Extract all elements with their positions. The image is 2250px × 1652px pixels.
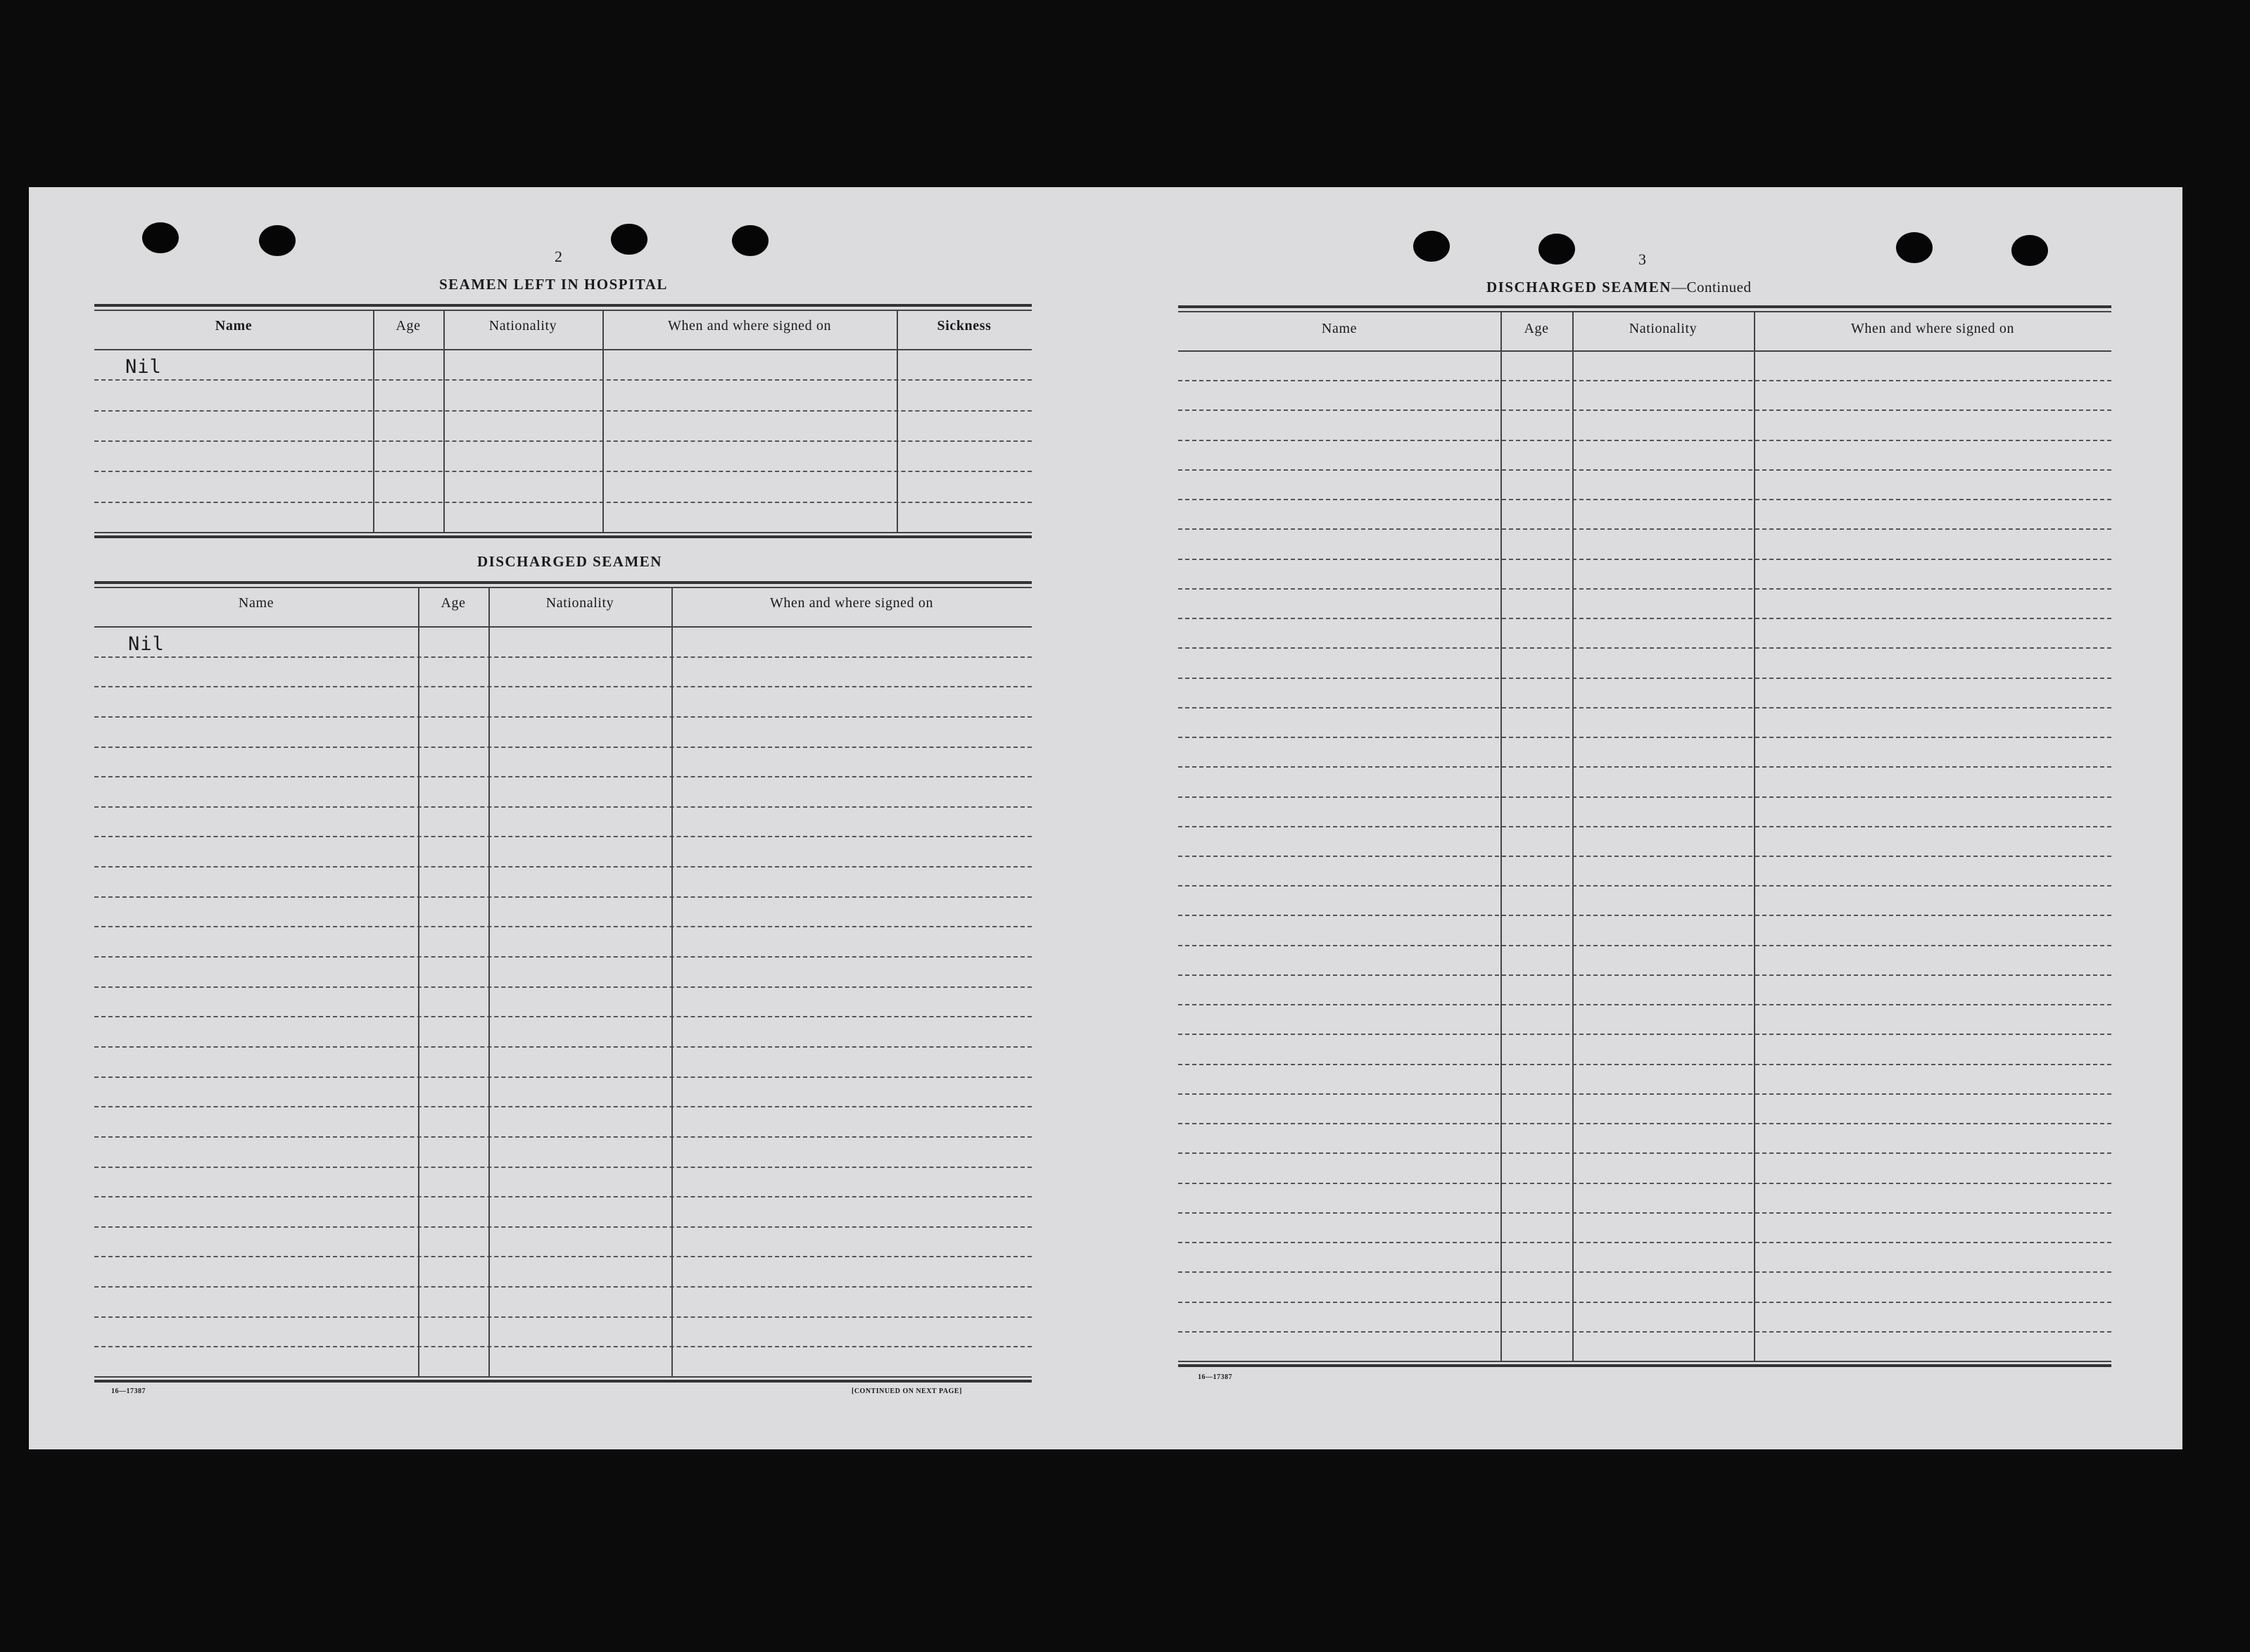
binder-hole (1896, 232, 1933, 263)
continued-table-row-line (1178, 440, 2111, 441)
continued-table-row-line (1178, 588, 2111, 590)
continued-table-row-line (1178, 678, 2111, 679)
discharged-table-row-line (94, 1136, 1032, 1138)
binder-hole (1413, 231, 1450, 262)
continued-table-row-line (1178, 1271, 2111, 1273)
hospital-table-row-line (94, 440, 1032, 442)
continued-table-row-line (1178, 1034, 2111, 1035)
hospital-table-col-header: Sickness (937, 318, 992, 333)
hospital-table-top-rule (94, 310, 1032, 311)
continued-table-col-header: Age (1524, 321, 1549, 336)
hospital-name-entry: Nil (125, 356, 162, 378)
discharged-table-row-line (94, 806, 1032, 808)
hospital-table-row-line (94, 379, 1032, 381)
continued-table-col-divider (1500, 312, 1502, 1361)
discharged-name-entry: Nil (128, 633, 165, 655)
continued-table-row-line (1178, 528, 2111, 530)
discharged-table-col-header: Name (238, 595, 274, 611)
continued-table-row-line (1178, 1123, 2111, 1124)
continued-table-top-rule (1178, 311, 2111, 312)
continued-table-row-line (1178, 707, 2111, 709)
hospital-table-col-divider (373, 311, 374, 532)
discharged-table-row-line (94, 1167, 1032, 1168)
discharged-table-row-line (94, 686, 1032, 687)
continued-table-row-line (1178, 1064, 2111, 1065)
continued-table-row-line (1178, 647, 2111, 649)
discharged-table-col-divider (671, 588, 673, 1376)
continued-table-top-rule (1178, 305, 2111, 308)
continued-table-col-header: When and where signed on (1850, 321, 2015, 336)
hospital-table-col-header: When and where signed on (667, 318, 832, 333)
continued-table-row-line (1178, 469, 2111, 471)
continued-table-col-header: Name (1321, 321, 1358, 336)
discharged-table-row-line (94, 716, 1032, 718)
hospital-table-col-header: Nationality (488, 318, 557, 333)
discharged-table-row-line (94, 1076, 1032, 1078)
continued-table-row-line (1178, 499, 2111, 500)
hospital-section-title: SEAMEN LEFT IN HOSPITAL (439, 276, 668, 293)
right-page-number: 3 (1638, 250, 1646, 268)
discharged-table-col-divider (418, 588, 419, 1376)
binder-hole (259, 225, 296, 256)
discharged-section-title: DISCHARGED SEAMEN (477, 553, 662, 570)
hospital-table-bottom-rule (94, 535, 1032, 538)
discharged-table-row-line (94, 746, 1032, 748)
continued-table-row-line (1178, 380, 2111, 381)
continued-table-col-header: Nationality (1629, 321, 1698, 336)
continued-table-row-line (1178, 559, 2111, 560)
discharged-table-row-line (94, 656, 1032, 658)
continued-table-bottom-rule (1178, 1364, 2111, 1367)
discharged-table-row-line (94, 1316, 1032, 1318)
continued-table-row-line (1178, 766, 2111, 768)
continued-table-row-line (1178, 885, 2111, 887)
discharged-table-col-header: Nationality (545, 595, 614, 611)
continued-table-row-line (1178, 856, 2111, 857)
continued-table-row-line (1178, 915, 2111, 916)
discharged-table-row-line (94, 1016, 1032, 1017)
right-section-title: DISCHARGED SEAMEN—Continued (1486, 279, 1752, 296)
discharged-table-col-divider (488, 588, 490, 1376)
hospital-table-row-line (94, 410, 1032, 412)
discharged-table-top-rule (94, 587, 1032, 588)
hospital-table-col-divider (897, 311, 898, 532)
form-sheet (29, 187, 2182, 1449)
binder-hole (732, 225, 769, 256)
binder-hole (1538, 234, 1575, 265)
hospital-table-col-header: Age (396, 318, 421, 333)
discharged-table-row-line (94, 1046, 1032, 1048)
continued-table-bottom-rule (1178, 1361, 2111, 1362)
discharged-table-row-line (94, 1286, 1032, 1288)
continued-table-row-line (1178, 826, 2111, 827)
hospital-table-header-rule (94, 349, 1032, 350)
left-form-number: 16—17387 (111, 1387, 146, 1395)
hospital-table-col-header: Name (215, 318, 253, 333)
discharged-table-row-line (94, 776, 1032, 777)
continued-table-row-line (1178, 1212, 2111, 1214)
discharged-table-row-line (94, 1226, 1032, 1228)
discharged-table-row-line (94, 956, 1032, 958)
hospital-table-bottom-rule (94, 532, 1032, 533)
binder-hole (142, 222, 179, 253)
continued-note: [CONTINUED ON NEXT PAGE] (852, 1387, 962, 1395)
discharged-table-row-line (94, 836, 1032, 837)
continued-table-col-divider (1754, 312, 1755, 1361)
discharged-table-row-line (94, 1346, 1032, 1347)
continued-table-row-line (1178, 1152, 2111, 1154)
discharged-table-row-line (94, 866, 1032, 868)
hospital-table-row-line (94, 471, 1032, 472)
continued-table-row-line (1178, 618, 2111, 619)
continued-table-row-line (1178, 945, 2111, 946)
hospital-table-row-line (94, 502, 1032, 503)
right-form-number: 16—17387 (1198, 1373, 1232, 1381)
discharged-table-row-line (94, 1106, 1032, 1107)
discharged-table-row-line (94, 1256, 1032, 1257)
discharged-table-col-header: When and where signed on (769, 595, 934, 611)
continued-table-row-line (1178, 1093, 2111, 1095)
hospital-table-col-divider (443, 311, 445, 532)
discharged-table-bottom-rule (94, 1380, 1032, 1383)
discharged-table-row-line (94, 926, 1032, 927)
continued-table-row-line (1178, 1331, 2111, 1333)
continued-table-row-line (1178, 1183, 2111, 1184)
hospital-table-col-divider (602, 311, 604, 532)
left-page-number: 2 (555, 248, 562, 265)
discharged-table-bottom-rule (94, 1376, 1032, 1378)
continued-table-row-line (1178, 1004, 2111, 1005)
discharged-table-header-rule (94, 626, 1032, 628)
hospital-table-top-rule (94, 304, 1032, 307)
continued-table-row-line (1178, 974, 2111, 976)
discharged-table-row-line (94, 896, 1032, 898)
discharged-table-col-header: Age (441, 595, 466, 611)
continued-table-row-line (1178, 1302, 2111, 1303)
continued-table-header-rule (1178, 350, 2111, 352)
binder-hole (2011, 235, 2048, 266)
discharged-table-row-line (94, 986, 1032, 988)
discharged-table-row-line (94, 1196, 1032, 1197)
continued-table-col-divider (1572, 312, 1574, 1361)
continued-table-row-line (1178, 796, 2111, 798)
continued-table-row-line (1178, 737, 2111, 738)
binder-hole (611, 224, 647, 255)
discharged-table-top-rule (94, 581, 1032, 584)
continued-table-row-line (1178, 1242, 2111, 1243)
continued-table-row-line (1178, 409, 2111, 411)
